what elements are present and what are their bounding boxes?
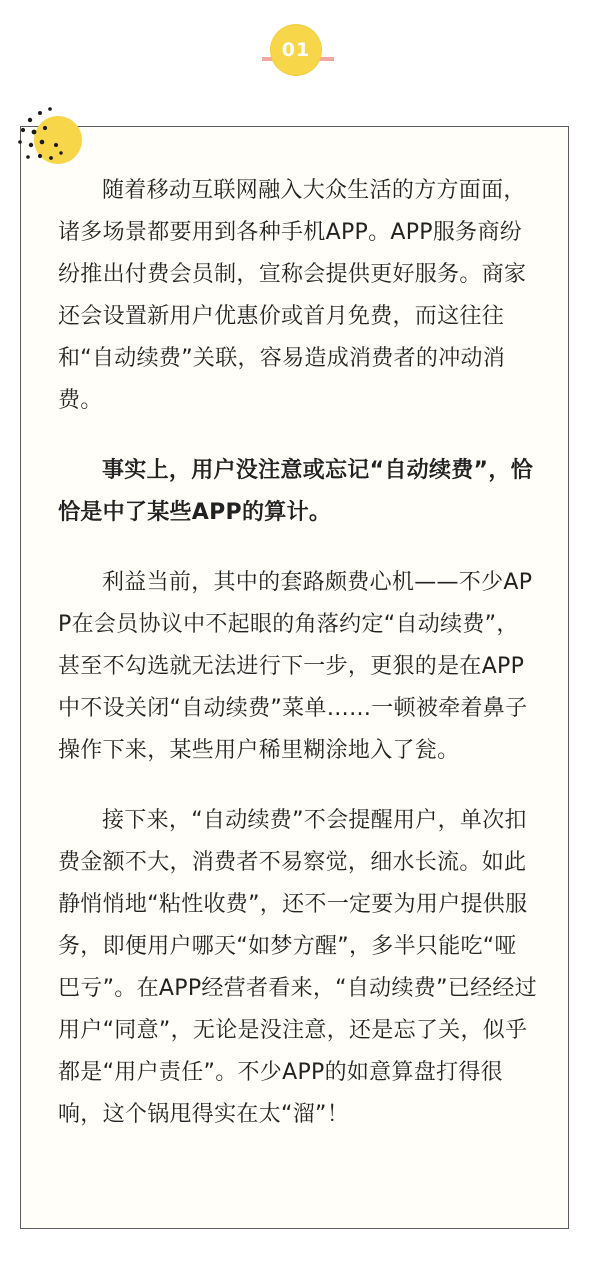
- paragraph-3: 利益当前，其中的套路颇费心机——不少APP在会员协议中不起眼的角落约定“自动续费”，甚至不勾选就无法进行下一步，更狠的是在APP中不设关闭“自动续费”菜单……一顿被牵着鼻子操作下来，某些用户稀里糊涂地入了瓮。: [58, 570, 533, 763]
- paragraph-1: 随着移动互联网融入大众生活的方方面面，诸多场景都要用到各种手机APP。APP服务商纷纷推出付费会员制，宣称会提供更好服务。商家还会设置新用户优惠价或首月免费，而这往往和“自动续费”关联，容易造成消费者的冲动消费。: [58, 178, 527, 413]
- badge-circle: [270, 24, 322, 76]
- paragraph-2-emphasis: 事实上，用户没注意或忘记“自动续费”，恰恰是中了某些APP的算计。: [58, 458, 533, 525]
- yellow-circle-with-dots-icon: [12, 102, 94, 178]
- article-text: [58, 170, 538, 1164]
- paragraph-4: 接下来，“自动续费”不会提醒用户，单次扣费金额不大，消费者不易察觉，细水长流。如此静悄悄地“粘性收费”，还不一定要为用户提供服务，即便用户哪天“如梦方醒”，多半只能吃“哑巴亏”。在APP经营者看来，“自动续费”已经经过用户“同意”，无论是没注意，还是忘了关，似乎都是“用户责任”。不少APP的如意算盘打得很响，这个锅甩得实在太“溜”！: [58, 808, 537, 1127]
- badge-number: 01: [281, 39, 311, 61]
- section-number-badge: [0, 0, 600, 100]
